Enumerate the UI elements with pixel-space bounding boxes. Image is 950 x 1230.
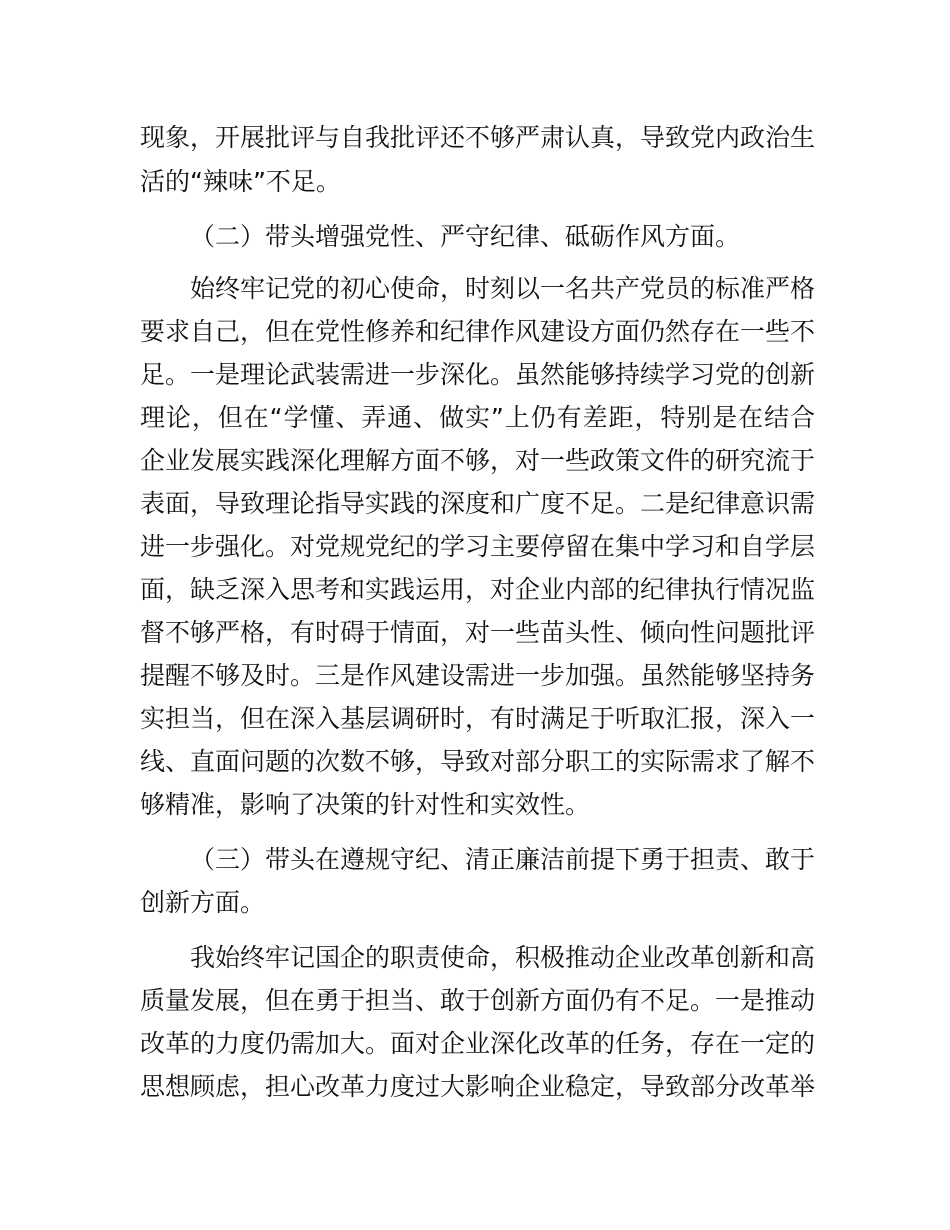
text-line: 督不够严格，有时碍于情面，对一些苗头性、倾向性问题批评 (140, 618, 816, 647)
text-line: 进一步强化。对党规党纪的学习主要停留在集中学习和自学层 (140, 532, 816, 561)
section-heading: （二）带头增强党性、严守纪律、砥砺作风方面。 (190, 222, 741, 251)
section-heading: （三）带头在遵规守纪、清正廉洁前提下勇于担责、敢于 (190, 845, 816, 874)
text-line: 质量发展，但在勇于担当、敢于创新方面仍有不足。一是推动 (140, 986, 816, 1015)
text-line: 现象，开展批评与自我批评还不够严肃认真，导致党内政治生 (140, 123, 816, 152)
text-line: 我始终牢记国企的职责使命，积极推动企业改革创新和高 (190, 943, 816, 972)
section-heading-continued: 创新方面。 (140, 888, 266, 917)
text-line: 活的“辣味”不足。 (140, 167, 341, 196)
text-line: 企业发展实践深化理解方面不够，对一些政策文件的研究流于 (140, 446, 816, 475)
text-line: 改革的力度仍需加大。面对企业深化改革的任务，存在一定的 (140, 1029, 816, 1058)
text-line: 要求自己，但在党性修养和纪律作风建设方面仍然存在一些不 (140, 317, 816, 346)
text-line: 够精准，影响了决策的针对性和实效性。 (140, 790, 591, 819)
text-line: 始终牢记党的初心使命，时刻以一名共产党员的标准严格 (190, 274, 816, 303)
text-line: 理论，但在“学懂、弄通、做实”上仍有差距，特别是在结合 (140, 403, 815, 432)
text-line: 提醒不够及时。三是作风建设需进一步加强。虽然能够坚持务 (140, 661, 816, 690)
text-line: 足。一是理论武装需进一步深化。虽然能够持续学习党的创新 (140, 360, 816, 389)
text-line: 实担当，但在深入基层调研时，有时满足于听取汇报，深入一 (140, 704, 816, 733)
text-line: 线、直面问题的次数不够，导致对部分职工的实际需求了解不 (140, 747, 816, 776)
text-line: 思想顾虑，担心改革力度过大影响企业稳定，导致部分改革举 (140, 1072, 816, 1101)
text-line: 表面，导致理论指导实践的深度和广度不足。二是纪律意识需 (140, 489, 816, 518)
text-line: 面，缺乏深入思考和实践运用，对企业内部的纪律执行情况监 (140, 575, 816, 604)
